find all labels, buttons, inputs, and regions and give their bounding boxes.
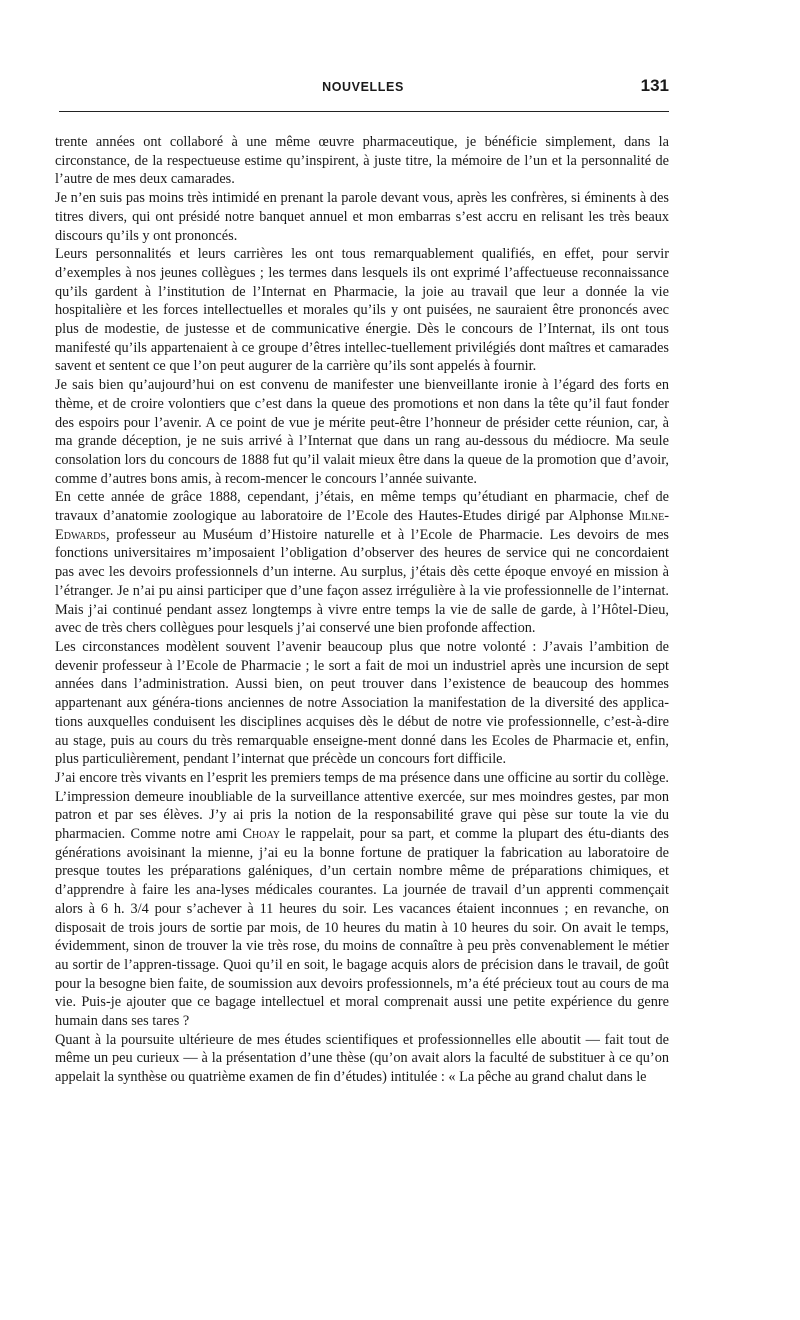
paragraph (55, 245, 669, 376)
paragraph (55, 769, 669, 1031)
person-name: Choay (242, 826, 281, 843)
paragraph-text: Quant à la poursuite ultérieure de mes études scientifiques et professionnelles elle aboutit — fait tout de même un peu curieux — à la présentation d’une thèse (qu’on avait alors la faculté de substituer à ce qu’on appelait la synthèse ou quatrième examen de fin d’études) intitulée : « La pêche au grand chalut dans le (55, 1031, 669, 1086)
body-text (55, 133, 669, 1087)
person-name: Milne-Edwards (55, 508, 669, 543)
running-title: NOUVELLES (322, 80, 404, 94)
paragraph-text: J’ai encore très vivants en l’esprit les premiers temps de ma présence dans une officine au sortir du collège. L’impression demeure inoubliable de la surveillance attentive exercée, sur mes moindres gestes, par mon patron et par ses élèves. J’y ai pris la notion de la responsabilité grave qui pèse sur toute la vie du pharmacien. Comme notre ami (55, 769, 669, 843)
paragraph (55, 133, 669, 189)
paragraph (55, 488, 669, 638)
paragraph (55, 638, 669, 769)
header-rule (59, 111, 669, 112)
paragraph (55, 1031, 669, 1087)
paragraph (55, 189, 669, 245)
paragraph-text: le rappelait, pour sa part, et comme la plupart des étu-diants des générations avoisinant la mienne, j’ai eu la bonne fortune de pratiquer la fabrication au laboratoire de presque toutes les préparations galéniques, d’un certain nombre même de préparations chimiques, et d’apprendre à faire les ana-lyses médicales courantes. La journée de travail d’un apprenti commençait alors à 6 h. 3/4 pour s’achever à 11 heures du soir. Les vacances étaient inconnues ; en revanche, on disposait de trois jours de sortie par mois, de 10 heures du matin à 10 heures du soir. On avait le temps, évidemment, sinon de trouver la vie très rose, du moins de connaître à peu près convenablement le métier au sortir de l’appren-tissage. Quoi qu’il en soit, le bagage acquis alors de précision dans le travail, de goût pour la besogne bien faite, de soumission aux devoirs professionnels, m’a été précieux tout au cours de ma vie. Puis-je ajouter que ce bagage intellectuel et moral comprenait aussi une petite expérience du genre humain dans ses tares ? (55, 826, 669, 1030)
paragraph-text: Les circonstances modèlent souvent l’avenir beaucoup plus que notre volonté : J’avais l’ambition de devenir professeur à l’Ecole de Pharmacie ; le sort a fait de moi un industriel après une incursion de sept années dans l’administration. Aussi bien, on peut trouver dans l’existence de beaucoup des hommes appartenant aux généra-tions anciennes de notre Association la manifestation de la diversité des applica-tions auxquelles conduisent les disciplines acquises dès le début de notre vie professionnelle, c’est-à-dire au stage, puis au cours du très remarquable enseigne-ment donné dans les Ecoles de Pharmacie et, enfin, plus particulièrement, pendant l’internat que précède un concours fort difficile. (55, 638, 669, 768)
paragraph (55, 376, 669, 488)
page-number: 131 (640, 76, 669, 95)
paragraph-text: , professeur au Muséum d’Histoire naturelle et à l’Ecole de Pharmacie. Les devoirs de mes fonctions universitaires m’imposaient l’obligation d’observer des heures de service qui ne concordaient pas avec les devoirs professionnels d’un interne. Au surplus, j’étais dès cette époque envoyé en mission à l’étranger. Je n’ai pu ainsi participer que d’une façon assez irrégulière à la vie professionnelle de l’internat. Mais j’ai continué pendant assez longtemps à vivre entre temps la vie de salle de garde, à l’Hôtel-Dieu, avec de très chers collègues pour lesquels j’ai conservé une bien profonde affection. (55, 526, 669, 637)
paragraph-text: Je n’en suis pas moins très intimidé en prenant la parole devant vous, après les confrères, si éminents à des titres divers, qui ont présidé notre banquet annuel et mon embarras s’est accru en relisant les très beaux discours qu’ils y ont prononcés. (55, 190, 669, 244)
paragraph-text: En cette année de grâce 1888, cependant, j’étais, en même temps qu’étudiant en pharmacie, chef de travaux d’anatomie zoologique au laboratoire de l’Ecole des Hautes-Etudes dirigé par Alphonse (55, 489, 669, 525)
paragraph-text: trente années ont collaboré à une même œuvre pharmaceutique, je bénéficie simplement, dans la circonstance, de la respectueuse estime qu’inspirent, à juste titre, la mémoire de l’un et la personnalité de l’autre de mes deux camarades. (55, 134, 669, 188)
document-page (55, 0, 669, 1320)
paragraph-text: Je sais bien qu’aujourd’hui on est convenu de manifester une bienveillante ironie à l’égard des forts en thème, et de croire volontiers que c’est dans la queue des promotions et non dans la tête qu’il faut fonder des espoirs pour l’avenir. A ce point de vue je mérite peut-être l’honneur de présider cette réunion, car, à ma grande déception, je ne suis arrivé à l’Internat que dans un rang au-dessous du médiocre. Ma seule consolation lors du concours de 1888 fut qu’il valait mieux être dans la queue de la promotion que d’avoir, comme d’autres bons amis, à recom-mencer le concours l’année suivante. (55, 377, 669, 487)
paragraph-text: Leurs personnalités et leurs carrières les ont tous remarquablement qualifiés, en effet, pour servir d’exemples à nos jeunes collègues ; les termes dans lesquels ils ont exprimé l’affectueuse reconnaissance qu’ils gardent à l’institution de l’Internat en Pharmacie, la joie au travail que leur a donnée la vie hospitalière et les forces intellectuelles et morales qu’ils y ont puisées, ne sauraient être prononcés avec plus de modestie, de justesse et de communicative énergie. Dès le concours de l’Internat, ils ont tous manifesté qu’ils appartenaient à ce groupe d’êtres intellec-tuellement privilégiés dont maîtres et camarades savent et sentent ce que l’on peut augurer de la carrière qu’ils sont appelés à fournir. (55, 246, 669, 375)
page-header (57, 76, 669, 100)
